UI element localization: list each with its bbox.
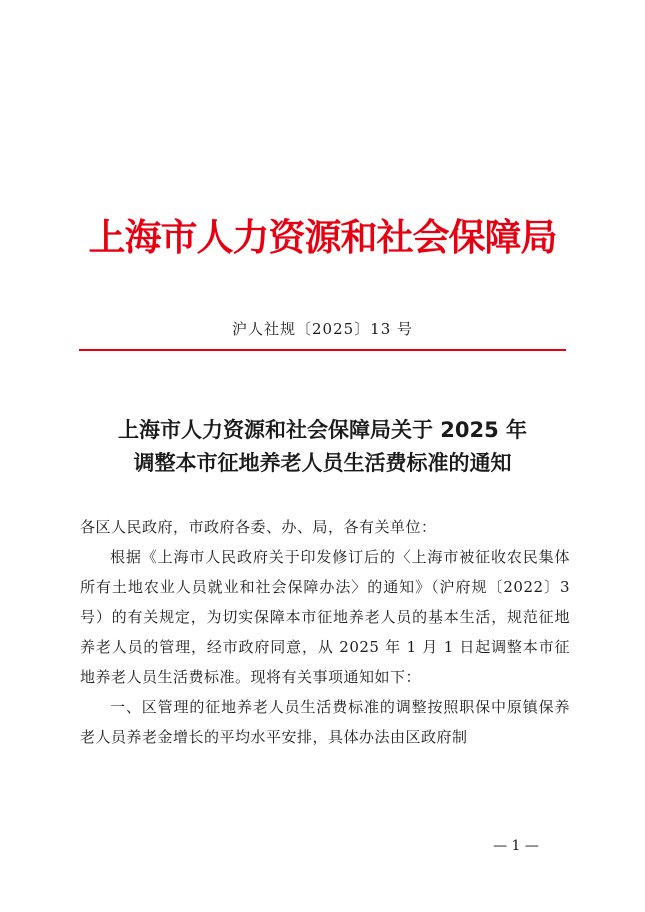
salutation: 各区人民政府，市政府各委、办、局，各有关单位： [80,518,437,536]
paragraph-1: 根据《上海市人民政府关于印发修订后的〈上海市被征收农民集体所有土地农业人员就业和社会保障办法〉的通知》（沪府规〔2022〕3 号）的有关规定，为切实保障本市征地养老人员的基本生活，规范征地养老人员的管理，经市政府同意，从 2025 年 1 月 1 日起调整本市征地养老人员生活费标准。现将有关事项通知如下： [80,548,570,686]
document-title [0,414,645,480]
document-number: 沪人社规〔2025〕13 号 [231,320,414,338]
issuing-authority-header: 上海市人力资源和社会保障局 [88,215,557,259]
paragraph-2: 一、区管理的征地养老人员生活费标准的调整按照职保中原镇保养老人员养老金增长的平均水平安排，具体办法由区政府制 [80,698,570,746]
title-line-2: 调整本市征地养老人员生活费标准的通知 [133,451,512,475]
page-number: — 1 — [493,838,539,854]
title-line-1: 上海市人力资源和社会保障局关于 2025 年 [117,418,528,442]
document-body [80,512,570,752]
red-divider-line [79,349,566,351]
